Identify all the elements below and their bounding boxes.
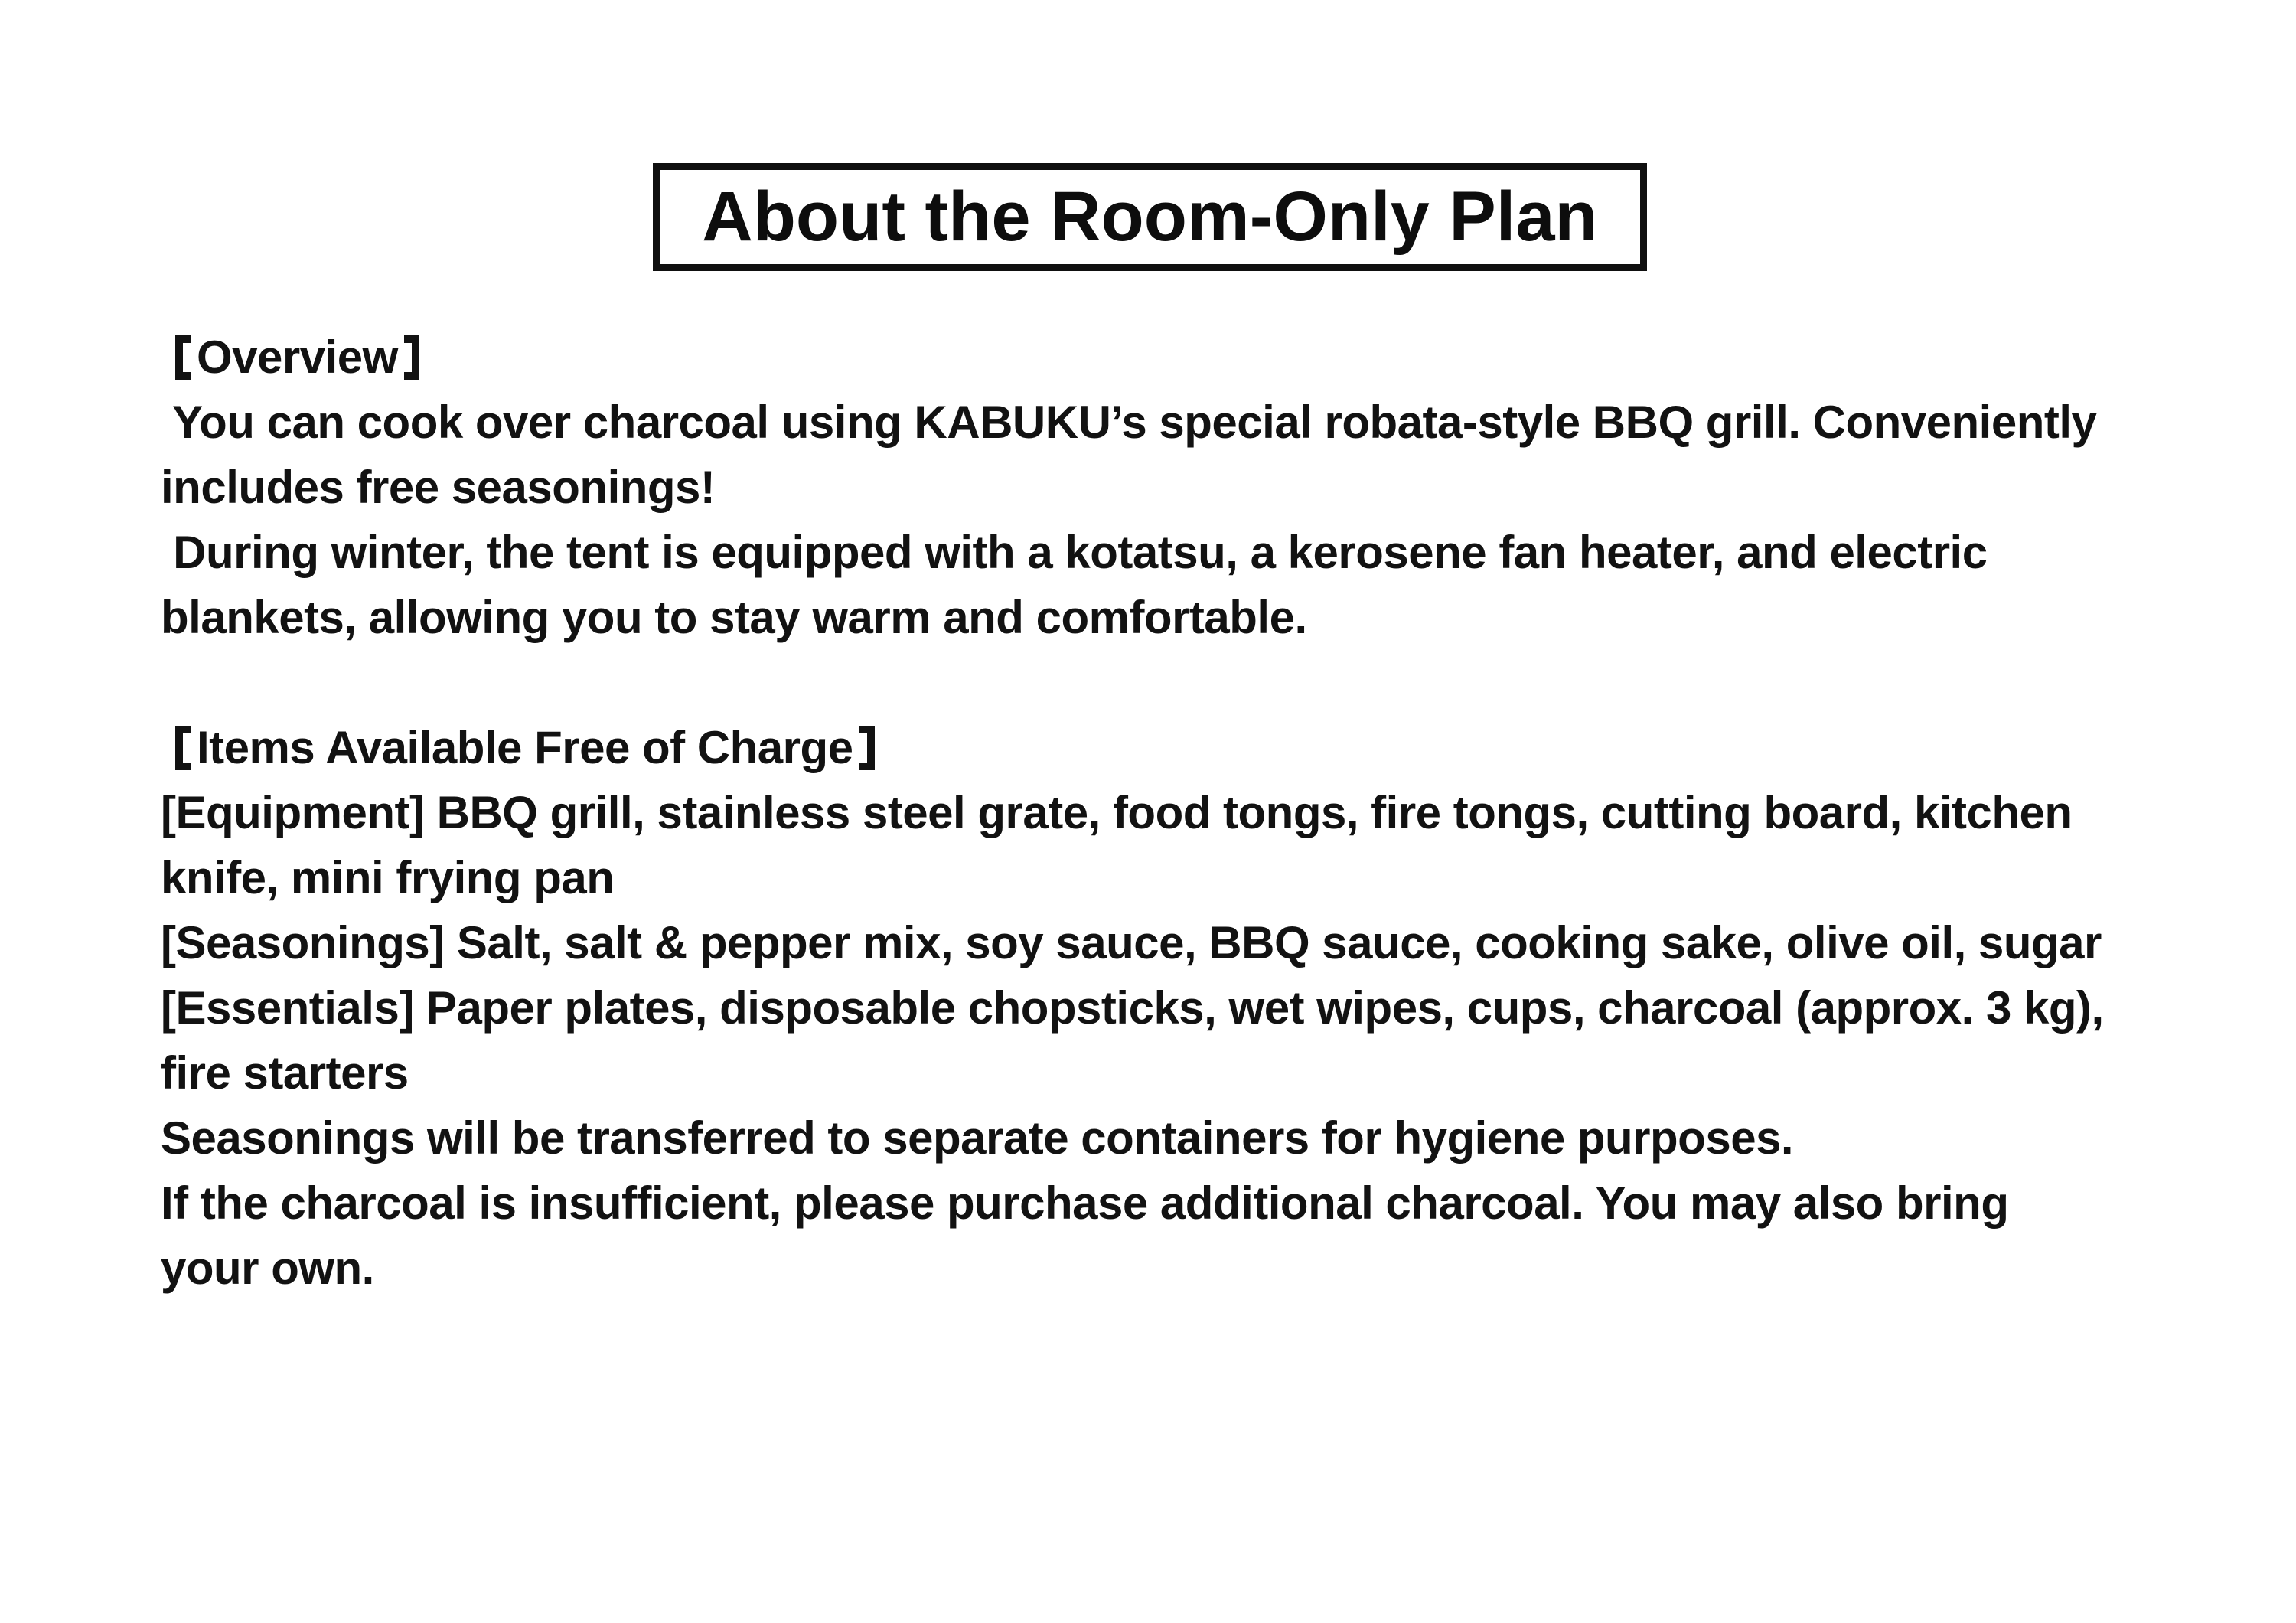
- free-items-section-heading: [161, 715, 2288, 780]
- overview-text-line: includes free seasonings!: [161, 462, 716, 513]
- right-lenticular-bracket-icon: [859, 726, 875, 770]
- title-box: [653, 163, 1647, 271]
- free-items-heading-label: Items Available Free of Charge: [197, 722, 853, 773]
- blank-line: [161, 650, 2288, 715]
- page-title: About the Room-Only Plan: [702, 178, 1598, 256]
- free-items-text-line: [Essentials] Paper plates, disposable chopsticks, wet wipes, cups, charcoal (approx. 3 kg),: [161, 982, 2104, 1034]
- free-items-text-line: If the charcoal is insufficient, please purchase additional charcoal. You may also bring: [161, 1177, 2009, 1229]
- free-items-text-line: fire starters: [161, 1047, 409, 1099]
- free-items-text-line: [Seasonings] Salt, salt & pepper mix, soy sauce, BBQ sauce, cooking sake, olive oil, sugar: [161, 917, 2102, 968]
- free-items-text-line: your own.: [161, 1243, 374, 1294]
- overview-text-line: blankets, allowing you to stay warm and comfortable.: [161, 592, 1307, 643]
- overview-text-line: You can cook over charcoal using KABUKU’s special robata-style BBQ grill. Conveniently: [161, 397, 2097, 448]
- left-lenticular-bracket-icon: [175, 726, 191, 770]
- free-items-text-line: knife, mini frying pan: [161, 852, 615, 903]
- overview-heading-label: Overview: [197, 331, 398, 383]
- overview-text-line: During winter, the tent is equipped with a kotatsu, a kerosene fan heater, and electric: [161, 527, 1988, 578]
- left-lenticular-bracket-icon: [175, 335, 191, 380]
- free-items-text-line: Seasonings will be transferred to separate containers for hygiene purposes.: [161, 1112, 1794, 1164]
- document-body: [161, 325, 2288, 1301]
- free-items-text-line: [Equipment] BBQ grill, stainless steel grate, food tongs, fire tongs, cutting board, kitchen: [161, 787, 2073, 838]
- overview-section-heading: [161, 325, 2288, 390]
- right-lenticular-bracket-icon: [404, 335, 419, 380]
